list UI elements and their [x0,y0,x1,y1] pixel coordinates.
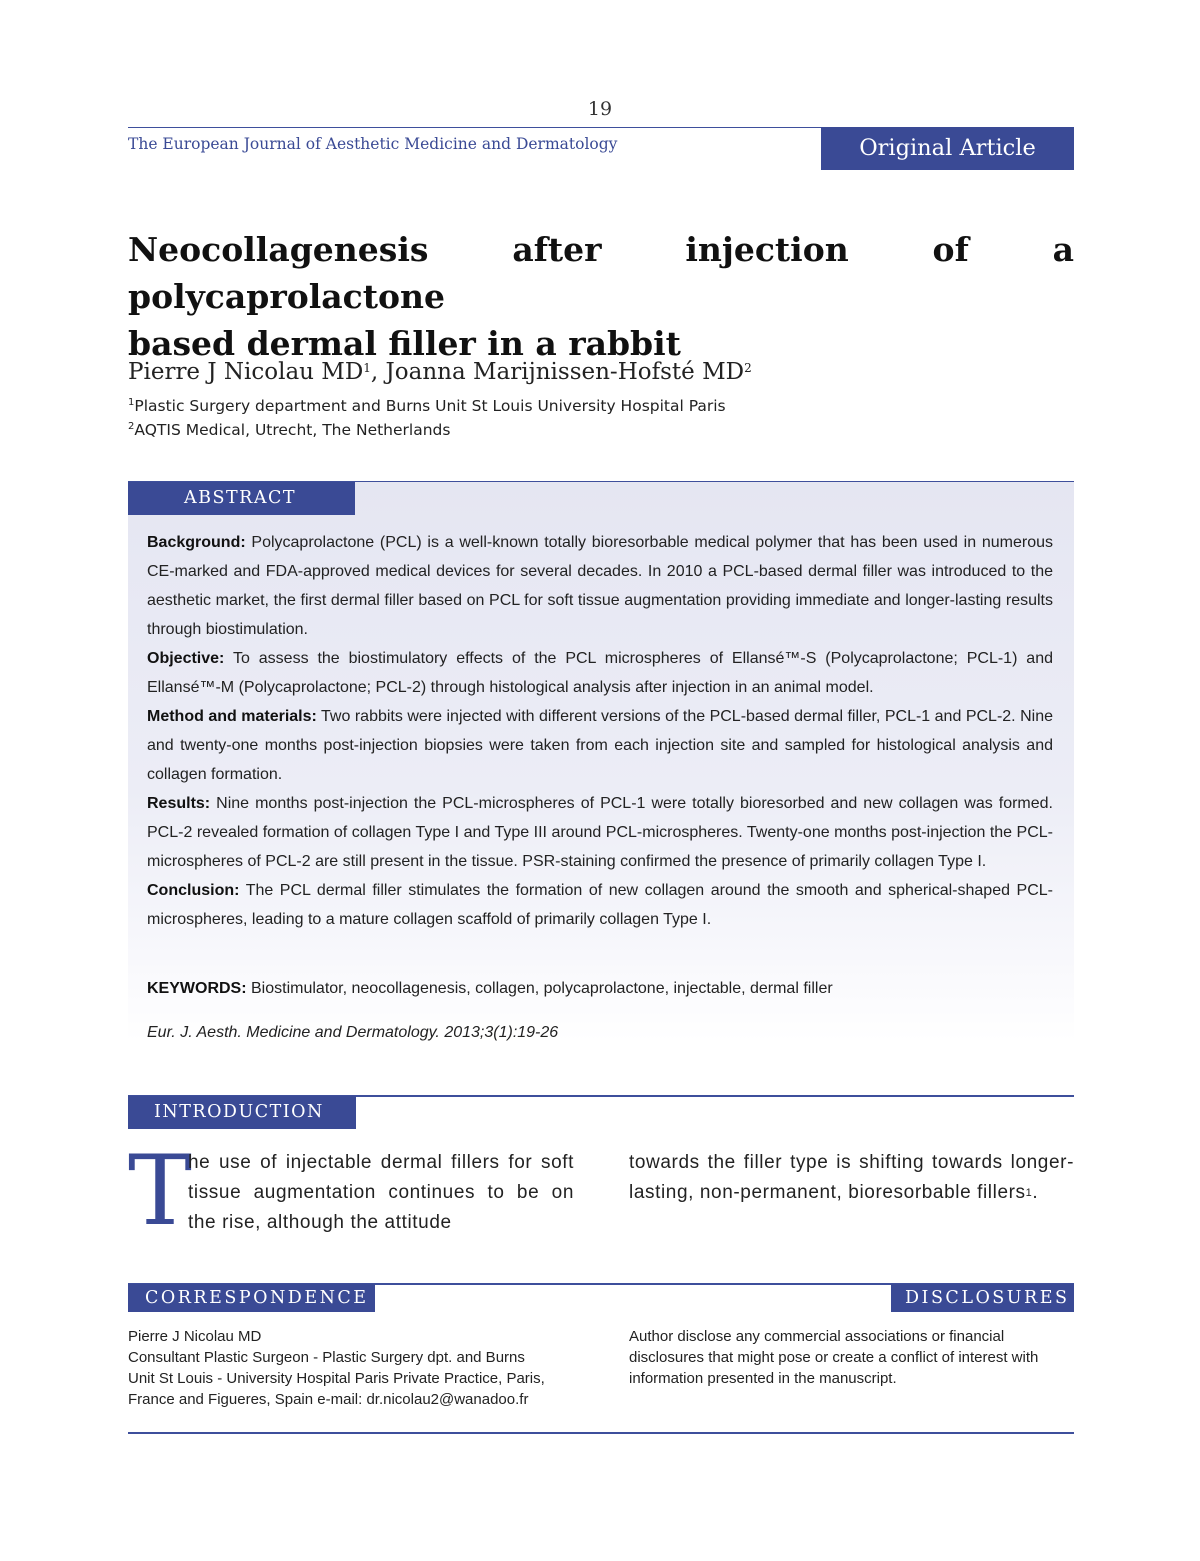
title-line-1: Neocollagenesis after injection of a polycaprolactone [128,230,1074,316]
title-line-2: based dermal filler in a rabbit [128,324,681,363]
keywords-label: KEYWORDS: [147,980,247,997]
reference-1-mark: 1 [1025,1187,1033,1199]
correspondence-line: Consultant Plastic Surgeon - Plastic Surgery dpt. and Burns [128,1349,525,1366]
keywords [147,980,833,998]
affiliation-1-text: Plastic Surgery department and Burns Unit St Louis University Hospital Paris [134,397,726,415]
conclusion-text: The PCL dermal filler stimulates the formation of new collagen around the smooth and spherical-shaped PCL-microspheres, leading to a mature collagen scaffold of primarily collagen Type I. [147,882,1053,928]
authors [128,359,752,385]
correspondence-label: CORRESPONDENCE [128,1284,375,1312]
author-1-affiliation-mark: 1 [363,361,371,375]
abstract-label: ABSTRACT [128,482,355,515]
results-text: Nine months post-injection the PCL-microspheres of PCL-1 were totally bioresorbed and new collagen was formed. PCL-2 revealed formation of collagen Type I and Type III around PCL-microspheres. Twenty-one months post-injection the PCL-microspheres of PCL-2 are still present in the tissue. PSR-staining confirmed the presence of primarily collagen Type I. [147,795,1053,870]
abstract-conclusion [147,876,1053,934]
affiliation-1 [128,397,726,415]
affiliation-2-text: AQTIS Medical, Utrecht, The Netherlands [134,421,451,439]
objective-text: To assess the biostimulatory effects of the PCL microspheres of Ellansé™-S (Polycaprolactone; PCL-1) and Ellansé™-M (Polycaprolactone; PCL-2) through histological analysis after injection in an animal model. [147,650,1053,696]
introduction-column-2-text: towards the filler type is shifting towards longer-lasting, non-permanent, bioresorbable fillers [629,1152,1074,1203]
objective-label: Objective: [147,650,225,667]
abstract-objective [147,644,1053,702]
page-number: 19 [587,98,613,120]
introduction-label: INTRODUCTION [128,1096,356,1129]
journal-name: The European Journal of Aesthetic Medicine and Dermatology [128,135,618,153]
disclosures-text: Author disclose any commercial associations or financial disclosures that might pose or create a conflict of interest with information presented in the manuscript. [629,1328,1039,1387]
introduction-column-1: he use of injectable dermal fillers for soft tissue augmentation continues to be on the rise, although the attitude [188,1152,574,1233]
correspondence-text [128,1326,588,1410]
author-separator: , [370,359,386,385]
abstract-method [147,702,1053,789]
author-2-affiliation-mark: 2 [744,361,752,375]
article-type-badge: Original Article [821,127,1074,170]
method-label: Method and materials: [147,708,317,725]
affiliation-2-mark: 2 [128,421,135,432]
correspondence-line: France and Figueres, Spain e-mail: dr.nicolau2@wanadoo.fr [128,1391,529,1408]
background-label: Background: [147,534,246,551]
abstract-body [147,528,1053,934]
correspondence-line: Unit St Louis - University Hospital Paris Private Practice, Paris, [128,1370,545,1387]
introduction-column-2 [629,1148,1074,1208]
conclusion-label: Conclusion: [147,882,240,899]
method-text: Two rabbits were injected with different versions of the PCL-based dermal filler, PCL-1 and PCL-2. Nine and twenty-one months post-injection biopsies were taken from each injection site and sampled for histological analysis and collagen formation. [147,708,1053,783]
affiliation-2 [128,421,450,439]
bottom-rule [128,1432,1074,1434]
background-text: Polycaprolactone (PCL) is a well-known totally bioresorbable medical polymer that has been used in numerous CE-marked and FDA-approved medical devices for several decades. In 2010 a PCL-based dermal filler was introduced to the aesthetic market, the first dermal filler based on PCL for soft tissue augmentation providing immediate and longer-lasting results through biostimulation. [147,534,1053,638]
keywords-text: Biostimulator, neocollagenesis, collagen, polycaprolactone, injectable, dermal filler [246,980,833,997]
citation: Eur. J. Aesth. Medicine and Dermatology. 2013;3(1):19-26 [147,1024,559,1041]
introduction-column-2-end: . [1032,1182,1039,1203]
disclosures-label: DISCLOSURES [891,1284,1074,1312]
article-title [128,226,1074,367]
author-2: Joanna Marijnissen-Hofsté MD [385,359,745,385]
results-label: Results: [147,795,211,812]
affiliation-1-mark: 1 [128,397,135,408]
correspondence-line: Pierre J Nicolau MD [128,1328,262,1345]
abstract-results [147,789,1053,876]
author-1: Pierre J Nicolau MD [128,359,364,385]
abstract-section [128,481,1074,1042]
drop-cap: T [128,1135,193,1247]
abstract-background [147,528,1053,644]
